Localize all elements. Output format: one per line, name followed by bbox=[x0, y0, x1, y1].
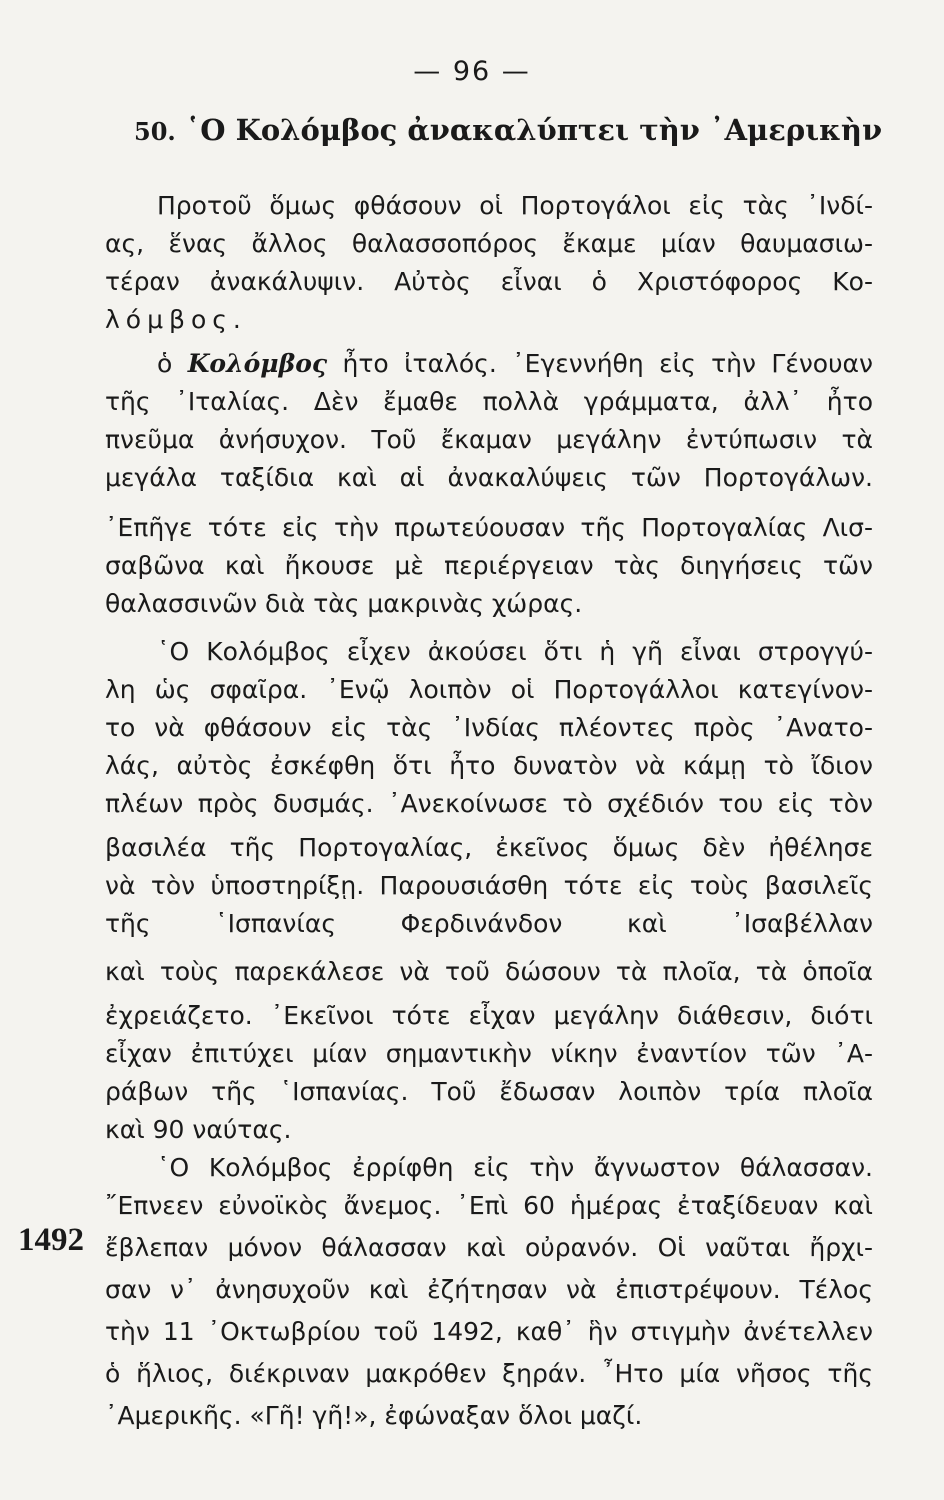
text-line: πλέων πρὸς δυσμάς. ᾿Ανεκοίνωσε τὸ σχέδιόν του εἰς τὸν bbox=[105, 789, 873, 818]
margin-year: 1492 bbox=[18, 1222, 84, 1258]
page-number: — 96 — bbox=[413, 56, 531, 87]
text-line: ᾿Αμερικῆς. «Γῆ! γῆ!», ἐφώναξαν ὅλοι μαζί. bbox=[105, 1401, 643, 1430]
text-line: μεγάλα ταξίδια καὶ αἱ ἀνακαλύψεις τῶν Πορτογάλων. bbox=[105, 463, 873, 492]
text-line: καὶ 90 ναύτας. bbox=[105, 1115, 292, 1144]
text-line: λόμβος. bbox=[105, 305, 247, 334]
text-line: ὁ Κολόμβος ἦτο ἰταλός. ᾿Εγεννήθη εἰς τὴν Γένουαν bbox=[157, 349, 873, 378]
text-line: λάς, αὐτὸς ἐσκέφθη ὅτι ἦτο δυνατὸν νὰ κάμῃ τὸ ἴδιον bbox=[105, 751, 873, 780]
emphasized-name: Κολόμβος bbox=[187, 349, 328, 378]
text-line: σαβῶνα καὶ ἤκουσε μὲ περιέργειαν τὰς διηγήσεις τῶν bbox=[105, 551, 873, 580]
text-line: τῆς ῾Ισπανίας Φερδινάνδον καὶ ᾿Ισαβέλλαν bbox=[105, 909, 873, 938]
text-line: σαν ν᾿ ἀνησυχοῦν καὶ ἐζήτησαν νὰ ἐπιστρέψουν. Τέλος bbox=[105, 1275, 873, 1304]
text-line: βασιλέα τῆς Πορτογαλίας, ἐκεῖνος ὅμως δὲν ἠθέλησε bbox=[105, 833, 873, 862]
text-line: ᾿Επῆγε τότε εἰς τὴν πρωτεύουσαν τῆς Πορτογαλίας Λισ- bbox=[105, 513, 873, 542]
text-line: ας, ἕνας ἄλλος θαλασσοπόρος ἔκαμε μίαν θαυμασιω- bbox=[105, 229, 873, 258]
text-line: εἶχαν ἐπιτύχει μίαν σημαντικὴν νίκην ἐναντίον τῶν ᾿Α- bbox=[105, 1039, 873, 1068]
text-line: τῆς ᾿Ιταλίας. Δὲν ἔμαθε πολλὰ γράμματα, ἀλλ᾿ ἦτο bbox=[105, 387, 873, 416]
text-line: ῎Επνεεν εὐνοϊκὸς ἄνεμος. ᾿Επὶ 60 ἡμέρας ἐταξίδευαν καὶ bbox=[105, 1191, 873, 1220]
text-line: πνεῦμα ἀνήσυχον. Τοῦ ἔκαμαν μεγάλην ἐντύπωσιν τὰ bbox=[105, 425, 873, 454]
text-line: ῾Ο Κολόμβος ἐρρίφθη εἰς τὴν ἄγνωστον θάλασσαν. bbox=[157, 1153, 873, 1182]
text-line: θαλασσινῶν διὰ τὰς μακρινὰς χώρας. bbox=[105, 589, 583, 618]
text-line: καὶ τοὺς παρεκάλεσε νὰ τοῦ δώσουν τὰ πλοῖα, τὰ ὁποῖα bbox=[105, 957, 873, 986]
text-line: ῾Ο Κολόμβος εἶχεν ἀκούσει ὅτι ἡ γῆ εἶναι στρογγύ- bbox=[157, 637, 873, 666]
text-line: τέραν ἀνακάλυψιν. Αὐτὸς εἶναι ὁ Χριστόφορος Κο- bbox=[105, 267, 873, 296]
text-line: Προτοῦ ὅμως φθάσουν οἱ Πορτογάλοι εἰς τὰς ᾿Ινδί- bbox=[157, 191, 873, 220]
text-line: ἔβλεπαν μόνον θάλασσαν καὶ οὐρανόν. Οἱ ναῦται ἤρχι- bbox=[105, 1233, 873, 1262]
text-line: νὰ τὸν ὑποστηρίξῃ. Παρουσιάσθη τότε εἰς τοὺς βασιλεῖς bbox=[105, 871, 873, 900]
text-line: το νὰ φθάσουν εἰς τὰς ᾿Ινδίας πλέοντες πρὸς ᾿Ανατο- bbox=[105, 713, 873, 742]
chapter-title-text: ῾Ο Κολόμβος ἀνακαλύπτει τὴν ᾿Αμερικὴν bbox=[185, 113, 883, 147]
text-line: τὴν 11 ᾿Οκτωβρίου τοῦ 1492, καθ᾿ ἣν στιγμὴν ἀνέτελλεν bbox=[105, 1317, 873, 1346]
text-line: ἐχρειάζετο. ᾿Εκεῖνοι τότε εἶχαν μεγάλην διάθεσιν, διότι bbox=[105, 1001, 873, 1030]
text-line: ράβων τῆς ῾Ισπανίας. Τοῦ ἔδωσαν λοιπὸν τρία πλοῖα bbox=[105, 1077, 873, 1106]
text-line: ὁ ἥλιος, διέκριναν μακρόθεν ξηράν. ῏Ητο μία νῆσος τῆς bbox=[105, 1359, 873, 1388]
text-line: λη ὡς σφαῖρα. ᾿Ενῷ λοιπὸν οἱ Πορτογάλλοι κατεγίνον- bbox=[105, 675, 873, 704]
chapter-number: 50. bbox=[134, 117, 176, 146]
chapter-title bbox=[134, 113, 894, 147]
